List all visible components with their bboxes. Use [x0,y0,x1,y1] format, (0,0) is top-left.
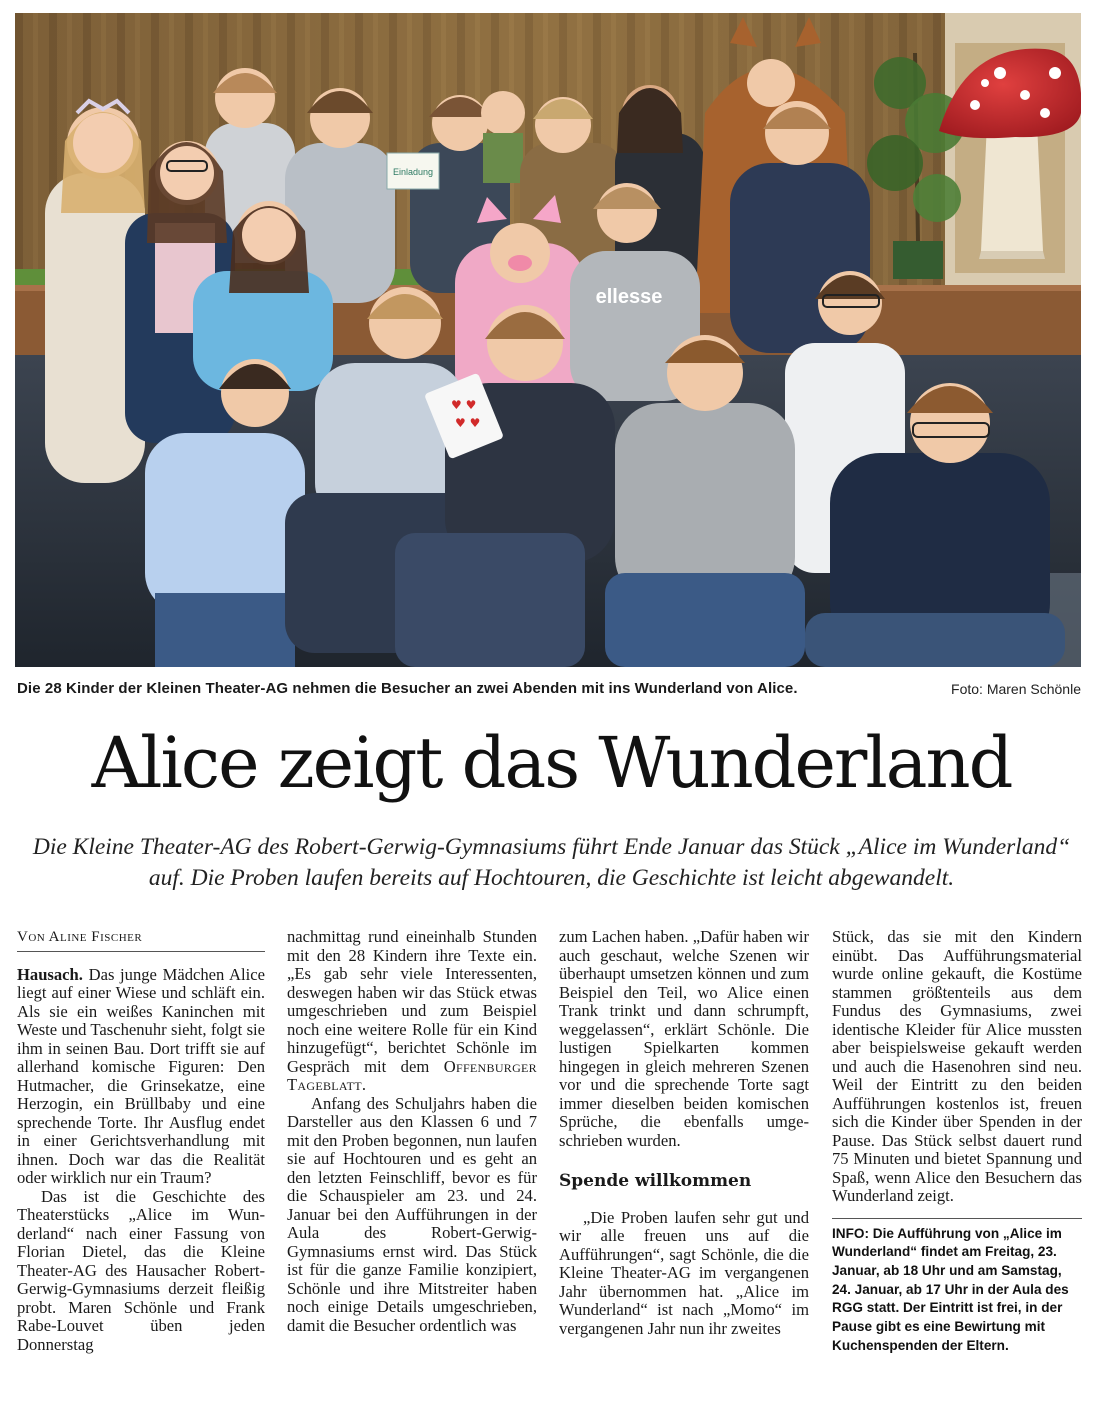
pig-nose-icon [508,255,532,271]
paragraph-1: Hausach. Das junge Mädchen Alice liegt auf einer Wiese und schläft ein. Als sie ein weißes Kaninchen mit Weste und Taschenuhr sieht, folgt sie ihm in seinen Bau. Dort trifft sie auf allerhand komische Figuren: Den Hutmacher, die Grinsekatze, eine Herzogin, ein Brüllbaby und eine sprechende Torte. Ihr Ausflug endet in einer Gerichtsverhandlung mit ihnen. Doch war das die Realität oder wirklich nur ein Traum? [17,964,265,1187]
article-photo [15,13,1081,667]
child-figure [481,91,525,183]
paragraph-4-cont: Stück, das sie mit den Kindern einübt. Das Aufführungsmaterial wurde online gekauft, die Kostüme stammen größtenteils aus dem Fundus des Gymnasiums, zwei identische Kleider für Alice mussten aber beispielsweise gekauft werden und auch die Hasenohren sind neu. Weil der Eintritt zu den beiden Aufführungen kostenlos ist, freuen sich die Kinder über Spenden in der Pause. Das Stück selbst dauert rund 75 Minuten und bietet Spannung und Spaß, wenn Alice den Besuchern das Wunderland zeigt. [832,927,1082,1205]
newspaper-name: Offenburger Tageblatt [287,1056,537,1094]
byline: Von Aline Fischer [17,928,265,952]
info-box: INFO: Die Aufführung von „Alice im Wunderland“ findet am Freitag, 23. Januar, ab 18 Uhr und am Samstag, 24. Januar, ab 17 Uhr in der Aula des RGG statt. Der Eintritt ist frei, in der Pause gibt es eine Bewirtung mit Kuchenspenden der Eltern. [832,1218,1082,1356]
shirt-brand-text: ellesse [595,286,663,308]
svg-text:♥ ♥: ♥ ♥ [455,416,481,430]
photo-caption [17,680,1083,702]
group-photo-illustration [15,13,1081,667]
paragraph-3-cont: zum Lachen haben. „Dafür haben wir auch geschaut, welche Szenen wir überhaupt umsetzen können und zum Beispiel den Teil, wo Alice einen Trank trinkt und dann schrumpft, weggelassen“, erklärt Schönle. Die lustigen Spielkarten kommen hingegen in gleich mehreren Szenen vor und die sprechende Torte sagt immer dieselben beiden komischen Sprüche, die ebenfalls umgeschrieben wurden. [559,927,809,1150]
paragraph-3: Anfang des Schuljahrs haben die Darsteller aus den Klassen 6 und 7 mit den Proben begonnen, nun laufen sie auf Hochtouren und es geht an den letzten Feinschliff, bevor es für die Schauspieler am 23. und 24. Januar bei den Aufführungen in der Aula des Robert-Gerwig-Gymnasiums ernst wird. Das Stück ist für die ganze Familie konzipiert, Schönle und ihre Mitstreiter haben noch einige Details umgeschrieben, damit die Besucher ordentlich was [287,1093,537,1335]
svg-text:♥ ♥: ♥ ♥ [451,398,477,412]
paragraph-2: Das ist die Geschichte des Theaterstücks „Alice im Wunderland“ nach einer Fassung von Florian Dietel, das die Kleine Theater-AG des Hausacher Robert-Gerwig-Gymnasiums derzeit fleißig probt. Maren Schönle und Frank Rabe-Louvet üben jeden Donnerstag [17,1186,265,1354]
invitation-card-text: Einladung [392,167,434,177]
section-subtitle: Spende willkommen [559,1171,752,1191]
dateline: Hausach. [17,964,83,984]
article-subhead: Die Kleine Theater-AG des Robert-Gerwig-Gymnasiums führt Ende Januar das Stück „Alice im Wunderland“ auf. Die Proben laufen bereits auf Hochtouren, die Geschichte ist leicht abgewandelt. [32,834,1071,891]
photo-credit: Foto: Maren Schönle [951,681,1081,697]
column-2 [287,928,537,1335]
article-headline: Alice zeigt das Wunderland [91,722,1012,804]
column-3 [559,928,809,1338]
column-1 [17,928,265,1354]
column-4 [832,928,1082,1355]
caption-text: Die 28 Kinder der Kleinen Theater-AG nehmen die Besucher an zwei Abenden mit ins Wunderland von Alice. [17,680,798,697]
paragraph-4: „Die Proben laufen sehr gut und wir alle freuen uns auf die Aufführungen“, sagt Schönle, die die Kleine Theater-AG im vergangenen Jahr übernommen hat. „Alice im Wunderland“ ist nach „Momo“ im vergangenen Jahr nun ihr zweites [559,1207,809,1338]
paragraph-2-cont: nachmittag rund eineinhalb Stunden mit den 28 Kindern ihre Texte ein. „Es gab sehr viele Interessenten, deswegen haben wir das Stück etwas umgeschrieben und zum Beispiel noch eine weitere Rolle für ein Kind hinzugefügt“, berichtet Schönle im Gespräch mit dem Offenburger Tageblatt. [287,927,537,1094]
